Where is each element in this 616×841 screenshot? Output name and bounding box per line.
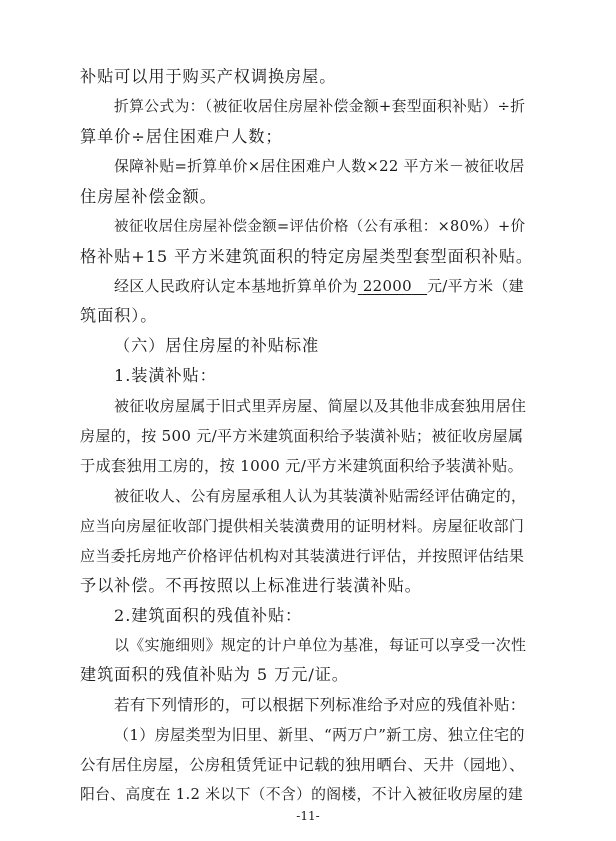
text-line: 保障补贴=折算单价×居住困难户人数×22 平方米－被征收居 bbox=[114, 157, 525, 175]
text-line: 补贴可以用于购买产权调换房屋。 bbox=[80, 67, 337, 86]
text-line: 于成套独用工房的，按 1000 元/平方米建筑面积给予装潢补贴。 bbox=[80, 456, 524, 475]
price-value: 22000 bbox=[362, 277, 412, 296]
page-number: -11- bbox=[296, 809, 320, 823]
text-line: 被征收房屋属于旧式里弄房屋、简屋以及其他非成套独用居住 bbox=[114, 397, 527, 416]
text-line: 以《实施细则》规定的计户单位为基准，每证可以享受一次性 bbox=[114, 636, 527, 655]
text-line: 阳台、高度在 1.2 米以下（不含）的阁楼，不计入被征收房屋的建 bbox=[80, 786, 523, 803]
subsection-heading: 1.装潢补贴： bbox=[114, 366, 217, 386]
text-line: （1）房屋类型为旧里、新里、“两万户”新工房、独立住宅的 bbox=[114, 726, 525, 745]
text-line: 折算公式为：（被征收居住房屋补偿金额+套型面积补贴）÷折 bbox=[114, 97, 526, 115]
subsection-heading: 2.建筑面积的残值补贴： bbox=[114, 605, 303, 625]
text-line: 应当向房屋征收部门提供相关装潢费用的证明材料。房屋征收部门 bbox=[80, 516, 525, 535]
text-line: 被征收居住房屋补偿金额=评估价格（公有承租：×80%）+价 bbox=[114, 218, 526, 235]
text-line: 房屋的，按 500 元/平方米建筑面积给予装潢补贴；被征收房屋属 bbox=[80, 427, 524, 445]
text-line: 建筑面积的残值补贴为 5 万元/证。 bbox=[80, 665, 349, 685]
text-line: 公有居住房屋，公房租赁凭证中记载的独用晒台、天井（园地）、 bbox=[80, 756, 525, 775]
text-line bbox=[114, 275, 524, 297]
text-line: 筑面积）。 bbox=[80, 306, 158, 326]
text-line: 住房屋补偿金额。 bbox=[80, 186, 217, 206]
text-line: 算单价÷居住困难户人数； bbox=[80, 126, 283, 146]
text-line: 格补贴+15 平方米建筑面积的特定房屋类型套型面积补贴。 bbox=[80, 246, 534, 266]
section-heading: （六）居住房屋的补贴标准 bbox=[114, 336, 320, 356]
text-segment: 元/平方米（建 bbox=[427, 277, 524, 296]
text-line: 予以补偿。不再按照以上标准进行装潢补贴。 bbox=[80, 575, 422, 595]
text-line: 若有下列情形的，可以根据下列标准给予对应的残值补贴： bbox=[114, 696, 526, 715]
text-line: 被征收人、公有房屋承租人认为其装潢补贴需经评估确定的， bbox=[114, 486, 527, 505]
text-segment: 经区人民政府认定本基地折算单价为 bbox=[114, 277, 358, 296]
text-line: 应当委托房地产价格评估机构对其装潢进行评估，并按照评估结果 bbox=[80, 546, 525, 565]
